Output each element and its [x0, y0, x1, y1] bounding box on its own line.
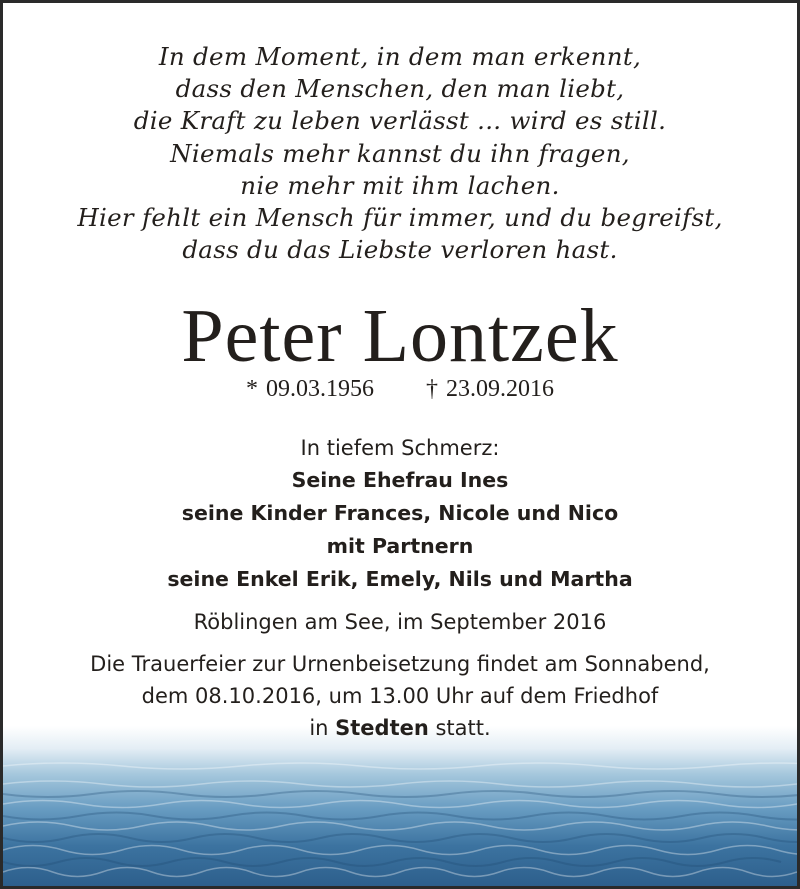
ceremony-suffix: statt.: [428, 716, 491, 741]
notice-content: [3, 3, 797, 744]
mourner-line: Seine Ehefrau Ines: [291, 468, 509, 493]
place-and-date: Röblingen am See, im September 2016: [193, 610, 607, 635]
deceased-name: Peter Lontzek: [181, 294, 619, 379]
ceremony-line-2: dem 08.10.2016, um 13.00 Uhr auf dem Friedhof: [141, 684, 659, 709]
poem-line: Hier fehlt ein Mensch für immer, und du begreifst,: [77, 203, 723, 233]
ceremony-line-1: Die Trauerfeier zur Urnenbeisetzung findet am Sonnabend,: [90, 652, 710, 677]
poem-line: In dem Moment, in dem man erkennt,: [158, 42, 642, 71]
ceremony-line-3: [3, 712, 797, 744]
birth-date: * 09.03.1956: [246, 376, 374, 403]
ceremony-info: [3, 648, 797, 744]
mourner-line: seine Enkel Erik, Emely, Nils und Martha: [167, 567, 633, 592]
ceremony-location: Stedten: [335, 716, 429, 741]
poem: [3, 41, 797, 266]
mourner-line: mit Partnern: [326, 534, 474, 559]
poem-line: nie mehr mit ihm lachen.: [240, 170, 560, 200]
water-background: [3, 726, 797, 886]
poem-line: dass den Menschen, den man liebt,: [175, 74, 625, 104]
water-ripples: [3, 726, 797, 886]
poem-line: Niemals mehr kannst du ihn fragen,: [170, 138, 630, 168]
mourner-line: seine Kinder Frances, Nicole und Nico: [181, 501, 619, 526]
ceremony-prefix: in: [309, 716, 336, 741]
life-dates: [3, 374, 797, 404]
mourners-intro: In tiefem Schmerz:: [300, 436, 500, 461]
poem-line: die Kraft zu leben verlässt ... wird es still.: [133, 106, 667, 136]
death-date: † 23.09.2016: [426, 376, 554, 403]
poem-line: dass du das Liebste verloren hast.: [182, 235, 618, 265]
